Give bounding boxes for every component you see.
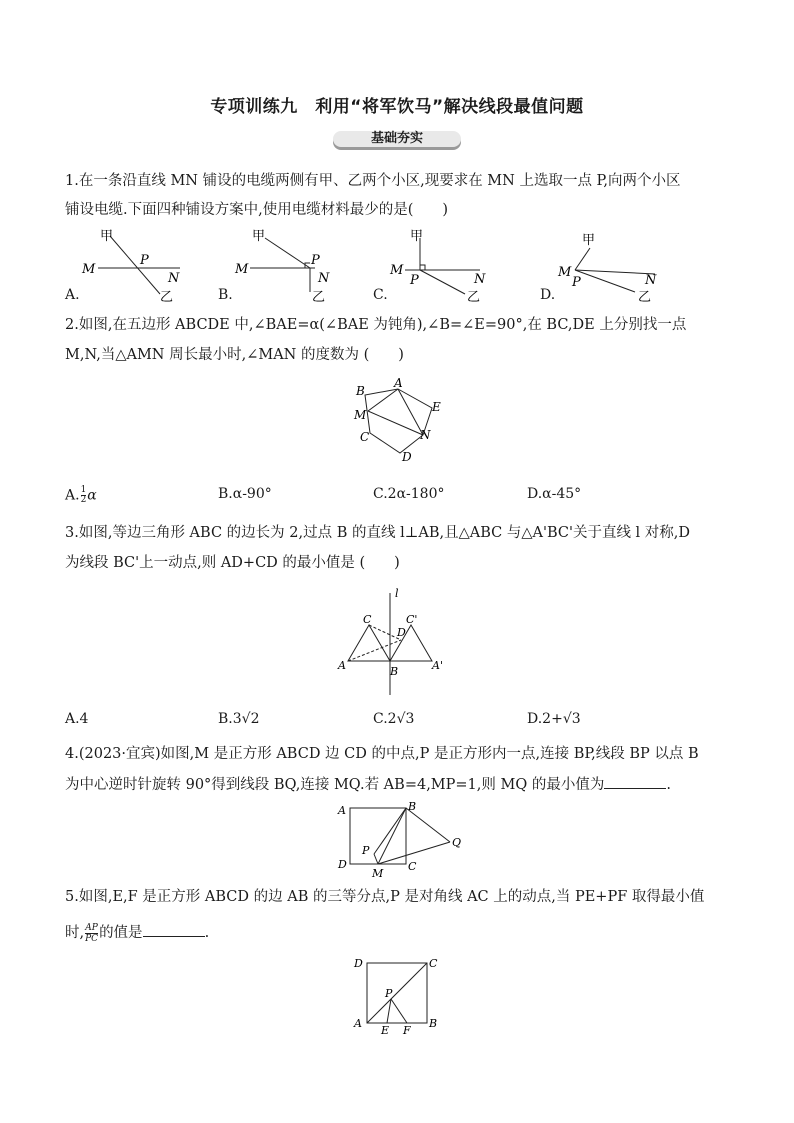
q1-text-line2: 铺设电缆.下面四种铺设方案中,使用电缆材料最少的是( )	[65, 202, 449, 218]
q1-option-a[interactable]: A.	[65, 287, 80, 303]
q4-text-line2-end: .	[666, 777, 671, 793]
q1b-label-jia: 甲	[252, 229, 266, 244]
q2-label-d: D	[402, 450, 412, 464]
q1-figure-c	[389, 229, 486, 305]
q5-text-line1: 5.如图,E,F 是正方形 ABCD 的边 AB 的三等分点,P 是对角线 AC 上的动点,当 PE+PF 取得最小值	[65, 889, 705, 905]
q2-label-m: M	[354, 408, 367, 422]
q5-label-d: D	[354, 957, 363, 970]
q2-label-a: A	[394, 376, 403, 390]
q2-option-c[interactable]: C.2α-180°	[373, 486, 445, 502]
q3-label-l: l	[395, 587, 399, 600]
q4-text-line2	[65, 774, 730, 795]
q1-figure-a	[81, 229, 180, 305]
q1-text-line1: 1.在一条沿直线 MN 铺设的电缆两侧有甲、乙两个小区,现要求在 MN 上选取一点 P,向两个小区	[65, 173, 681, 189]
q4-text-line1: 4.(2023·宜宾)如图,M 是正方形 ABCD 边 CD 的中点,P 是正方形内一点,连接 BP,线段 BP 以点 B	[65, 746, 699, 762]
page-title: 专项训练九 利用“将军饮马”解决线段最值问题	[210, 97, 584, 117]
q2-option-d[interactable]: D.α-45°	[527, 486, 582, 502]
q5-text-line2	[65, 922, 730, 944]
q4-label-c: C	[408, 860, 417, 873]
q5-label-a: A	[354, 1017, 362, 1030]
q4-label-d: D	[338, 858, 347, 871]
q5-label-f: F	[403, 1024, 411, 1035]
q3-option-b[interactable]: B.3√2	[218, 711, 260, 727]
q2-text-line1: 2.如图,在五边形 ABCDE 中,∠BAE=α(∠BAE 为钝角),∠B=∠E=90°,在 BC,DE 上分别找一点	[65, 317, 687, 333]
q4-text-line2-start: 为中心逆时针旋转 90°得到线段 BQ,连接 MQ.若 AB=4,MP=1,则 MQ 的最小值为	[65, 777, 605, 793]
q1b-label-yi: 乙	[312, 290, 326, 305]
q1d-label-jia: 甲	[582, 233, 596, 248]
q2-label-e: E	[432, 400, 441, 414]
q5-text-line2-end: 的值是	[99, 925, 143, 941]
q1b-label-m: M	[235, 262, 249, 277]
q2-label-n: N	[420, 428, 431, 442]
q1d-label-n: N	[645, 273, 657, 288]
q1c-label-yi: 乙	[467, 290, 481, 305]
q1c-label-m: M	[390, 263, 404, 278]
q3-label-a-prime: A'	[432, 659, 443, 672]
q1-option-d[interactable]: D.	[540, 287, 556, 303]
q4-label-m: M	[372, 867, 384, 880]
q1-figure-b	[234, 229, 330, 305]
q1b-label-n: N	[318, 271, 330, 286]
q3-label-c: C	[363, 613, 372, 626]
q1a-label-yi: 乙	[160, 290, 174, 305]
q4-figure	[332, 798, 468, 880]
q2-label-c: C	[360, 430, 370, 444]
q3-label-b: B	[390, 665, 399, 678]
q1d-label-p: P	[572, 275, 581, 290]
q2-label-b: B	[356, 384, 365, 398]
q3-label-a: A	[338, 659, 346, 672]
q3-option-a[interactable]: A.4	[65, 711, 89, 727]
q2-option-b[interactable]: B.α-90°	[218, 486, 272, 502]
q1a-label-jia: 甲	[100, 229, 114, 244]
q1-option-b[interactable]: B.	[218, 287, 233, 303]
q5-fraction-denominator: PC	[85, 933, 99, 944]
q5-answer-blank[interactable]	[143, 922, 205, 937]
q1a-label-n: N	[168, 271, 180, 286]
q5-label-c: C	[429, 957, 438, 970]
q3-label-d: D	[397, 626, 406, 639]
q3-option-c[interactable]: C.2√3	[373, 711, 415, 727]
q5-text-line2-tail: .	[204, 925, 210, 941]
q1c-label-n: N	[474, 272, 486, 287]
q1c-label-p: P	[410, 273, 419, 288]
q1a-label-p: P	[140, 253, 149, 268]
section-label: 基础夯实	[370, 131, 423, 146]
q3-option-d[interactable]: D.2+√3	[527, 711, 581, 727]
section-banner	[333, 131, 461, 153]
q1-figure-d	[557, 233, 657, 305]
q3-label-c-prime: C'	[406, 613, 418, 626]
q5-text-line2-start: 时,	[65, 925, 85, 941]
q3-text-line2: 为线段 BC'上一动点,则 AD+CD 的最小值是 ( )	[65, 555, 400, 571]
q5-label-b: B	[429, 1017, 438, 1030]
q5-figure	[350, 955, 445, 1035]
q5-fraction-numerator: AP	[85, 922, 98, 933]
q4-label-a: A	[338, 804, 346, 817]
q1d-label-yi: 乙	[638, 290, 652, 305]
q2-option-a[interactable]: A. $\frac{1}{2}$ α	[65, 485, 97, 505]
q4-label-p: P	[362, 844, 370, 857]
q1a-label-m: M	[82, 262, 96, 277]
q1d-label-m: M	[558, 265, 572, 280]
q3-figure	[330, 585, 460, 697]
q2-figure	[340, 375, 460, 467]
q4-answer-blank[interactable]	[604, 774, 666, 789]
q4-label-q: Q	[452, 836, 462, 849]
q4-label-b: B	[408, 800, 417, 813]
q1b-label-p: P	[311, 253, 320, 268]
q3-text-line1: 3.如图,等边三角形 ABC 的边长为 2,过点 B 的直线 l⊥AB,且△ABC 与△A'BC'关于直线 l 对称,D	[65, 525, 691, 541]
q1c-label-jia: 甲	[410, 229, 424, 244]
q2-text-line2: M,N,当△AMN 周长最小时,∠MAN 的度数为 ( )	[65, 347, 404, 363]
q5-label-e: E	[381, 1024, 390, 1035]
q1-option-c[interactable]: C.	[373, 287, 388, 303]
q5-label-p: P	[385, 987, 393, 1000]
